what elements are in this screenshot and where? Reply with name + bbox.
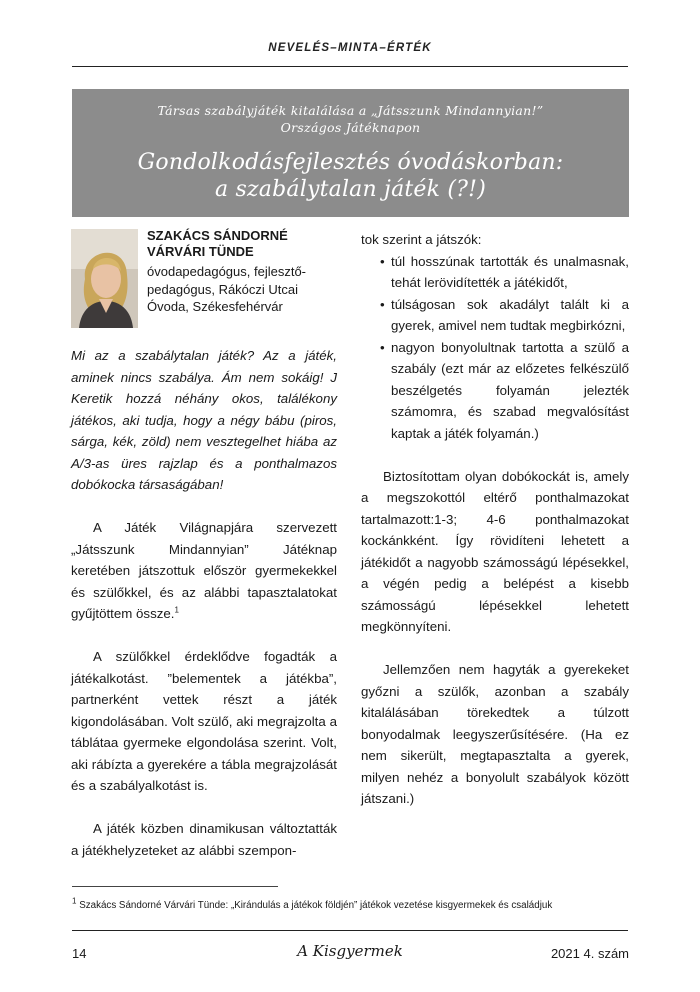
body-paragraph [71,517,337,625]
right-column [361,229,629,810]
author-role-line: pedagógus, Rákóczi Utcai [147,281,299,297]
author-photo [71,229,138,328]
body-paragraph: Biztosítottam olyan dobókockát is, amely a megszokottól eltérő ponthalmazokat tartalmazott:1-3; 4-6 ponthalmazokat kockánkként. Így rövidíteni lehetett a játékidőt a nagyobb számosságú lépésekkel, a végén pedig a belépést a kisebb számosságú lépésekkel lehetett megkönnyíteni. [361,468,629,634]
author-name-line: VÁRVÁRI TÜNDE [147,244,254,259]
body-paragraph: A szülőkkel érdeklődve fogadták a játékalkotást. ”belementek a játékba”, partnerként vettek részt a játék kigondolásában. Volt szülő, aki megrajzolta a táblátaa gyermeke elgondolása szerint. Volt, aki rábízta a gyerekére a tábla megrajzolását és a szabályalkotást is. [71,649,337,793]
journal-title: A Kisgyermek [297,942,403,960]
footnote-mark: 1 [72,896,77,906]
issue-label: 2021 4. szám [550,946,629,961]
author-name [147,228,288,260]
paragraph-text: A Játék Világnapjára szervezett „Játsszunk Mindannyian” Játéknap keretében játszottuk először gyermekekkel és szülőkkel, és az alábbi tapasztalatokat gyűjtöttem össze. [71,520,337,621]
body-paragraph: A játék közben dinamikusan változtatták a játékhelyzeteket az alábbi szempon- [71,821,337,858]
author-affiliation [147,263,306,316]
running-head: NEVELÉS–MINTA–ÉRTÉK [268,42,432,54]
header-rule [72,66,628,67]
intro-paragraph: Mi az a szabálytalan játék? Az a játék, aminek nincs szabálya. Ám nem sokáig! J Keretik hozzá néhány okos, találékony játékos, aki tudja, hogy a négy bábu (piros, sárga, kék, zöld) nem vesztegelhet hiába az A/3-as üres rajzlap és a ponthalmazos dobókocka társaságában! [71,348,337,492]
author-name-line: SZAKÁCS SÁNDORNÉ [147,228,288,243]
article-title [72,149,629,203]
list-item: • túl hosszúnak tartották és unalmasnak, tehát lerövidítették a játékidőt, [361,251,629,294]
title-box [72,89,629,217]
subtitle-line: Országos Játéknapon [280,120,421,135]
list-item: • túlságosan sok akadályt talált ki a gyerek, amivel nem tudtak megbirkózni, [361,294,629,337]
left-column [71,345,337,861]
author-role-line: óvodapedagógus, fejlesztő- [147,264,307,279]
page-number: 14 [72,946,87,961]
body-paragraph: tok szerint a játszók: [361,232,482,247]
footnote-rule [72,886,278,887]
footnote-ref[interactable]: 1 [174,605,179,615]
title-line: Gondolkodásfejlesztés óvodáskorban: [137,150,564,175]
subtitle-line: Társas szabályjáték kitalálása a „Játsszunk Mindannyian!” [157,103,544,118]
bullet-list [361,251,629,445]
article-subtitle [72,102,629,136]
list-item: • nagyon bonyolultnak tartotta a szülő a szabály (ezt már az előzetes felkészülő beszélgetés folyamán jelezték számomra, és szabad megvalósítást kaptak a játék folyamán.) [361,337,629,445]
footnote [72,896,632,912]
footer-rule [72,930,628,931]
title-line: a szabálytalan játék (?!) [215,177,486,202]
body-paragraph: Jellemzően nem hagyták a gyerekeket győzni a szülők, azonban a szabály kitalálásában törekedtek a túlzott bonyodalmak leegyszerűsítésére. (Ha ez nem sikerült, megtapasztalta a gyerek, milyen nehéz a bonyolult szabályok között játszani.) [361,662,629,806]
author-role-line: Óvoda, Székesfehérvár [147,299,283,314]
footnote-text: Szakács Sándorné Várvári Tünde: „Kirándulás a játékok földjén” játékok vezetése kisgyermekek és családjuk [79,900,553,911]
